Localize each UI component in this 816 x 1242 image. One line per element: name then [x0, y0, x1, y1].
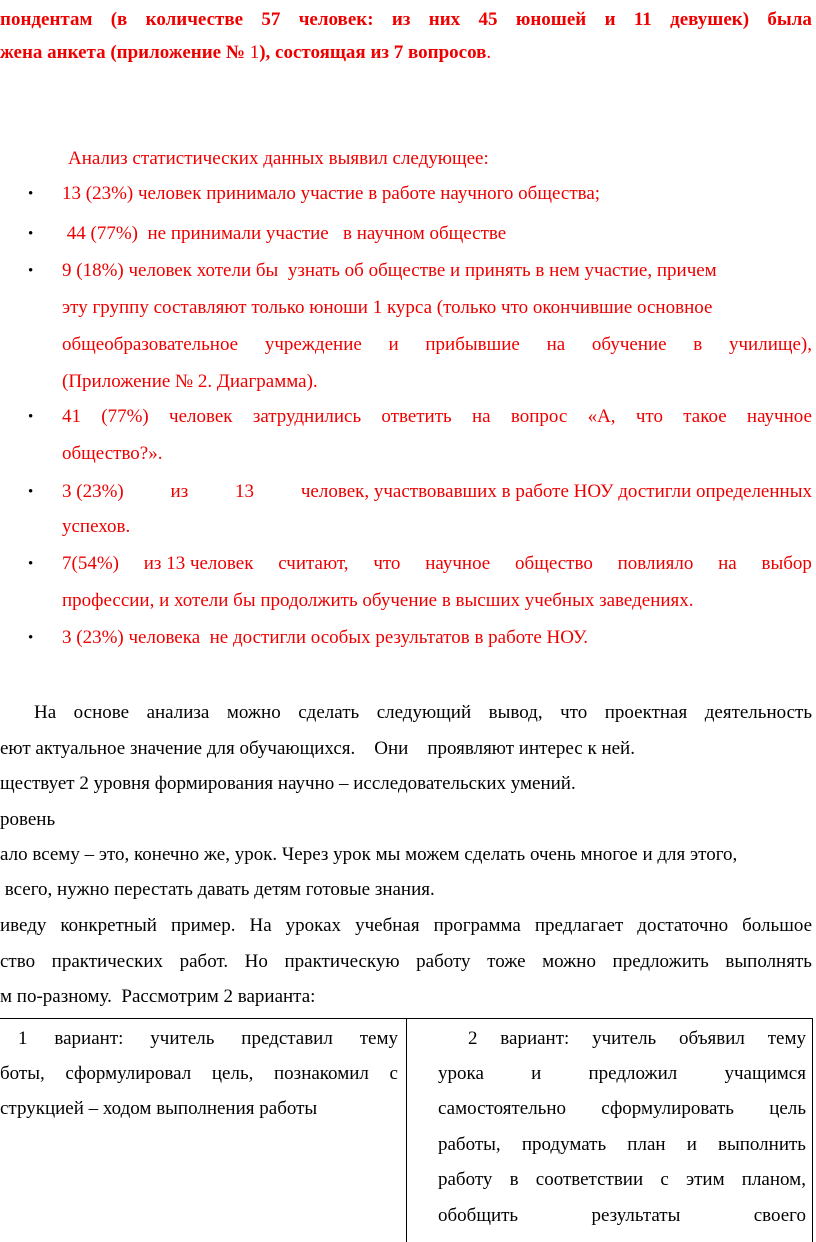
- word: тему: [359, 1028, 398, 1049]
- conclusion-p2: ществует 2 уровня формирования научно – исследовательских умений.: [0, 773, 576, 794]
- word: деятельность: [704, 702, 812, 723]
- word: из 13 человек: [143, 553, 254, 574]
- word: сделать: [298, 702, 360, 723]
- word: боты,: [0, 1063, 45, 1084]
- word: (77%): [101, 406, 149, 427]
- word: что: [560, 702, 588, 723]
- word: практических: [51, 951, 164, 972]
- word: учреждение: [264, 334, 362, 355]
- word: тему: [767, 1028, 806, 1049]
- word: повлияло: [617, 553, 694, 574]
- word: учащимся: [724, 1063, 806, 1084]
- bullet-5-line-2: успехов.: [62, 516, 131, 537]
- intro-line-2-d: .: [486, 42, 492, 63]
- word: 13: [235, 481, 255, 502]
- intro-line-2-c: ), состоящая из 7 вопросов: [259, 42, 487, 63]
- word: представил: [241, 1028, 333, 1049]
- bullet-4-line-2: общество?».: [62, 443, 163, 464]
- conclusion-p5-line-1: [0, 914, 812, 938]
- word: из: [391, 9, 411, 30]
- word: «А,: [587, 406, 616, 427]
- word: ство: [0, 951, 36, 972]
- word: них: [428, 9, 461, 30]
- word: что: [373, 553, 401, 574]
- word: можно: [226, 702, 281, 723]
- bullet-5-line-1: [62, 480, 812, 504]
- bullet-6-line-1: [62, 552, 812, 576]
- word: вариант:: [54, 1028, 124, 1049]
- word: урока: [438, 1063, 484, 1084]
- word: результаты: [591, 1205, 681, 1226]
- bullet-5-glyph: •: [28, 484, 34, 500]
- word: обобщить: [438, 1205, 519, 1226]
- word: и: [531, 1063, 542, 1084]
- table-right-line-2: [438, 1062, 806, 1086]
- bullet-3-line-2: эту группу составляют только юноши 1 курса (только что окончившие основное: [62, 297, 713, 318]
- word: учитель: [592, 1028, 657, 1049]
- bullet-3-glyph: •: [28, 263, 34, 279]
- word: затруднились: [252, 406, 362, 427]
- word: на: [471, 406, 491, 427]
- word: работу: [438, 1169, 493, 1190]
- word: работу: [416, 951, 471, 972]
- word: этим: [685, 1169, 725, 1190]
- word: и: [388, 334, 399, 355]
- word: тоже: [487, 951, 526, 972]
- bullet-7-text: 3 (23%) человека не достигли особых результатов в работе НОУ.: [62, 627, 588, 648]
- word: планом,: [741, 1169, 806, 1190]
- table-right-line-6: [438, 1204, 806, 1228]
- word: и: [604, 9, 616, 30]
- bullet-3-line-3: [62, 333, 812, 357]
- word: соответствии: [535, 1169, 644, 1190]
- word: предлагает: [534, 915, 624, 936]
- intro-line-2: [0, 41, 491, 65]
- word: и: [686, 1134, 697, 1155]
- word: практическую: [284, 951, 400, 972]
- word: работы,: [438, 1134, 501, 1155]
- word: из: [170, 481, 189, 502]
- word: прибывшие: [425, 334, 520, 355]
- word: учебная: [355, 915, 420, 936]
- word: обучение: [591, 334, 667, 355]
- conclusion-p4-line-1: ало всему – это, конечно же, урок. Через урок мы можем сделать очень многое и для этого,: [0, 844, 738, 865]
- word: 1: [18, 1028, 28, 1049]
- word: 7(54%): [62, 553, 119, 574]
- bullet-3-line-4: (Приложение № 2. Диаграмма).: [62, 371, 318, 392]
- word: (в: [110, 9, 128, 30]
- word: в: [693, 334, 703, 355]
- word: большое: [742, 915, 812, 936]
- word: 45: [478, 9, 498, 30]
- word: количестве: [145, 9, 244, 30]
- word: На: [249, 915, 272, 936]
- bullet-7-glyph: •: [28, 630, 34, 646]
- word: можно: [542, 951, 596, 972]
- word: что: [635, 406, 663, 427]
- word: достаточно: [637, 915, 729, 936]
- word: проектная: [604, 702, 688, 723]
- bullet-6-glyph: •: [28, 556, 34, 572]
- word: вопрос: [510, 406, 568, 427]
- word: на: [546, 334, 566, 355]
- conclusion-p5-line-3: м по-разному. Рассмотрим 2 варианта:: [0, 986, 316, 1007]
- bullet-1-text: 13 (23%) человек принимало участие в работе научного общества;: [62, 183, 601, 204]
- word: человек, участвовавших в работе НОУ достигли определенных: [300, 481, 812, 502]
- word: выполнять: [725, 951, 812, 972]
- word: анализа: [146, 702, 210, 723]
- word: 3 (23%): [62, 481, 124, 502]
- word: на: [718, 553, 737, 574]
- word: 11: [633, 9, 652, 30]
- word: самостоятельно: [438, 1098, 567, 1119]
- word: человек: [169, 406, 233, 427]
- word: научное: [425, 553, 491, 574]
- conclusion-p3: ровень: [0, 809, 56, 830]
- bullet-4-glyph: •: [28, 409, 34, 425]
- word: выполнить: [718, 1134, 806, 1155]
- table-right-line-3: [438, 1097, 806, 1121]
- word: выбор: [761, 553, 812, 574]
- word: человек:: [298, 9, 374, 30]
- table-right-line-5: [438, 1168, 806, 1192]
- word: с: [660, 1169, 669, 1190]
- word: общество: [515, 553, 593, 574]
- conclusion-p1-line-2: еют актуальное значение для обучающихся. Они проявляют интерес к ней.: [0, 738, 635, 759]
- word: учитель: [150, 1028, 215, 1049]
- word: 2: [468, 1028, 478, 1049]
- bullet-4-line-1: [62, 405, 812, 429]
- word: уроках: [285, 915, 342, 936]
- conclusion-p1-line-1: [34, 701, 812, 725]
- table-right-line-1: [468, 1027, 806, 1051]
- word: следующий: [376, 702, 472, 723]
- word: вывод,: [488, 702, 543, 723]
- conclusion-p4-line-2: всего, нужно перестать давать детям готовые знания.: [0, 879, 435, 900]
- word: цель: [769, 1098, 806, 1119]
- word: предложить: [612, 951, 709, 972]
- intro-line-2-b: 1: [249, 42, 260, 63]
- word: 57: [261, 9, 281, 30]
- word: программа: [433, 915, 521, 936]
- word: общеобразовательное: [62, 334, 239, 355]
- table-left-line-2: [0, 1062, 398, 1086]
- table-left-line-3: струкцией – ходом выполнения работы: [0, 1098, 318, 1119]
- word: сформулировать: [601, 1098, 734, 1119]
- word: объявил: [679, 1028, 745, 1049]
- conclusion-p5-line-2: [0, 950, 812, 974]
- word: такое: [683, 406, 727, 427]
- word: иведу: [0, 915, 47, 936]
- bullet-1-glyph: •: [28, 186, 34, 202]
- word: ответить: [381, 406, 452, 427]
- word: 41: [62, 406, 81, 427]
- word: вариант:: [500, 1028, 570, 1049]
- word: в: [509, 1169, 519, 1190]
- bullet-3-line-1: 9 (18%) человек хотели бы узнать об обществе и принять в нем участие, причем: [62, 260, 717, 281]
- word: пондентам: [0, 9, 93, 30]
- word: сформулировал: [65, 1063, 192, 1084]
- word: была: [767, 9, 812, 30]
- intro-line-1: [0, 8, 812, 32]
- word: с: [389, 1063, 398, 1084]
- word: цель,: [211, 1063, 254, 1084]
- word: познакомил: [274, 1063, 369, 1084]
- intro-line-2-a: жена анкета (приложение №: [0, 42, 250, 63]
- word: предложил: [588, 1063, 678, 1084]
- bullet-2-glyph: •: [28, 226, 34, 242]
- bullet-6-line-2: профессии, и хотели бы продолжить обучение в высших учебных заведениях.: [62, 590, 694, 611]
- word: считают,: [278, 553, 349, 574]
- word: училище),: [728, 334, 812, 355]
- word: план: [627, 1134, 666, 1155]
- word: Но: [244, 951, 268, 972]
- word: работ.: [179, 951, 229, 972]
- word: своего: [753, 1205, 806, 1226]
- word: продумать: [521, 1134, 607, 1155]
- word: научное: [746, 406, 812, 427]
- word: юношей: [515, 9, 587, 30]
- table-column-divider: [406, 1019, 407, 1242]
- bullet-2-text: 44 (77%) не принимали участие в научном обществе: [62, 223, 507, 244]
- table-right-line-4: [438, 1133, 806, 1157]
- table-left-line-1: [18, 1027, 398, 1051]
- word: На: [34, 702, 57, 723]
- word: основе: [73, 702, 130, 723]
- word: конкретный: [60, 915, 157, 936]
- word: девушек): [670, 9, 750, 30]
- word: пример.: [170, 915, 236, 936]
- analysis-heading: Анализ статистических данных выявил следующее:: [68, 148, 489, 169]
